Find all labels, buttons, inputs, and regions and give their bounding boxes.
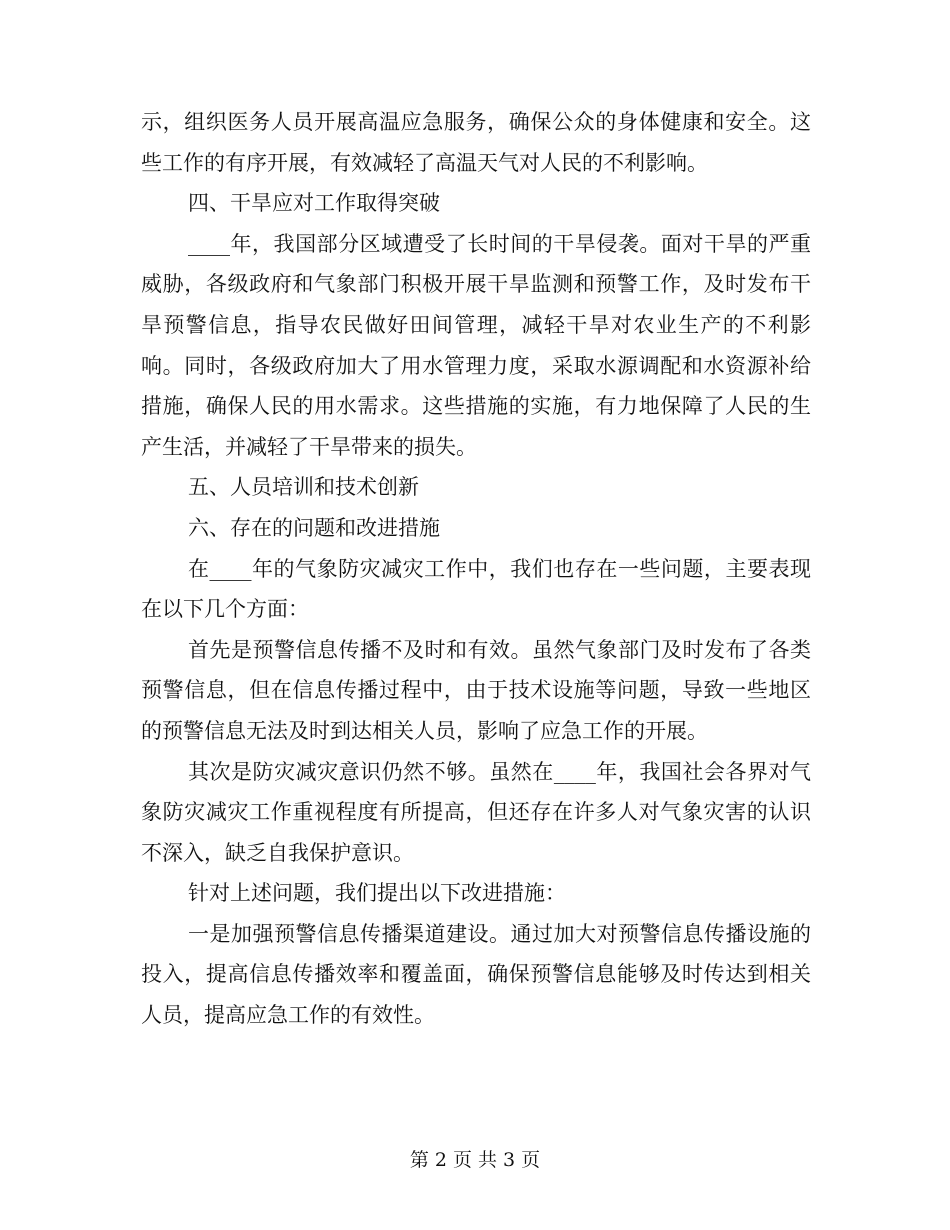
section-heading-problems: 六、存在的问题和改进措施 [188, 515, 440, 540]
page-footer: 第 2 页 共 3 页 [409, 1149, 541, 1171]
section-heading-drought: 四、干旱应对工作取得突破 [188, 191, 440, 216]
paragraph-measures-intro: 针对上述问题，我们提出以下改进措施： [188, 881, 566, 906]
paragraph-problems-intro: 在____年的气象防灾减灾工作中，我们也存在一些问题，主要表现在以下几个方面： [141, 556, 811, 622]
section-heading-training: 五、人员培训和技术创新 [188, 475, 419, 500]
paragraph-problem-1: 首先是预警信息传播不及时和有效。虽然气象部门及时发布了各类预警信息，但在信息传播过程中，由于技术设施等问题，导致一些地区的预警信息无法及时到达相关人员，影响了应急工作的开展。 [141, 637, 811, 743]
paragraph-drought: ____年，我国部分区域遭受了长时间的干旱侵袭。面对干旱的严重威胁，各级政府和气象部门积极开展干旱监测和预警工作，及时发布干旱预警信息，指导农民做好田间管理，减轻干旱对农业生产的不利影响。同时，各级政府加大了用水管理力度，采取水源调配和水资源补给措施，确保人民的用水需求。这些措施的实施，有力地保障了人民的生产生活，并减轻了干旱带来的损失。 [141, 231, 811, 459]
paragraph-problem-2: 其次是防灾减灾意识仍然不够。虽然在____年，我国社会各界对气象防灾减灾工作重视程度有所提高，但还存在许多人对气象灾害的认识不深入，缺乏自我保护意识。 [141, 759, 811, 865]
paragraph-measure-1: 一是加强预警信息传播渠道建设。通过加大对预警信息传播设施的投入，提高信息传播效率和覆盖面，确保预警信息能够及时传达到相关人员，提高应急工作的有效性。 [141, 921, 811, 1028]
document-body [141, 102, 811, 1036]
paragraph-continuation: 示，组织医务人员开展高温应急服务，确保公众的身体健康和安全。这些工作的有序开展，有效减轻了高温天气对人民的不利影响。 [141, 110, 811, 175]
